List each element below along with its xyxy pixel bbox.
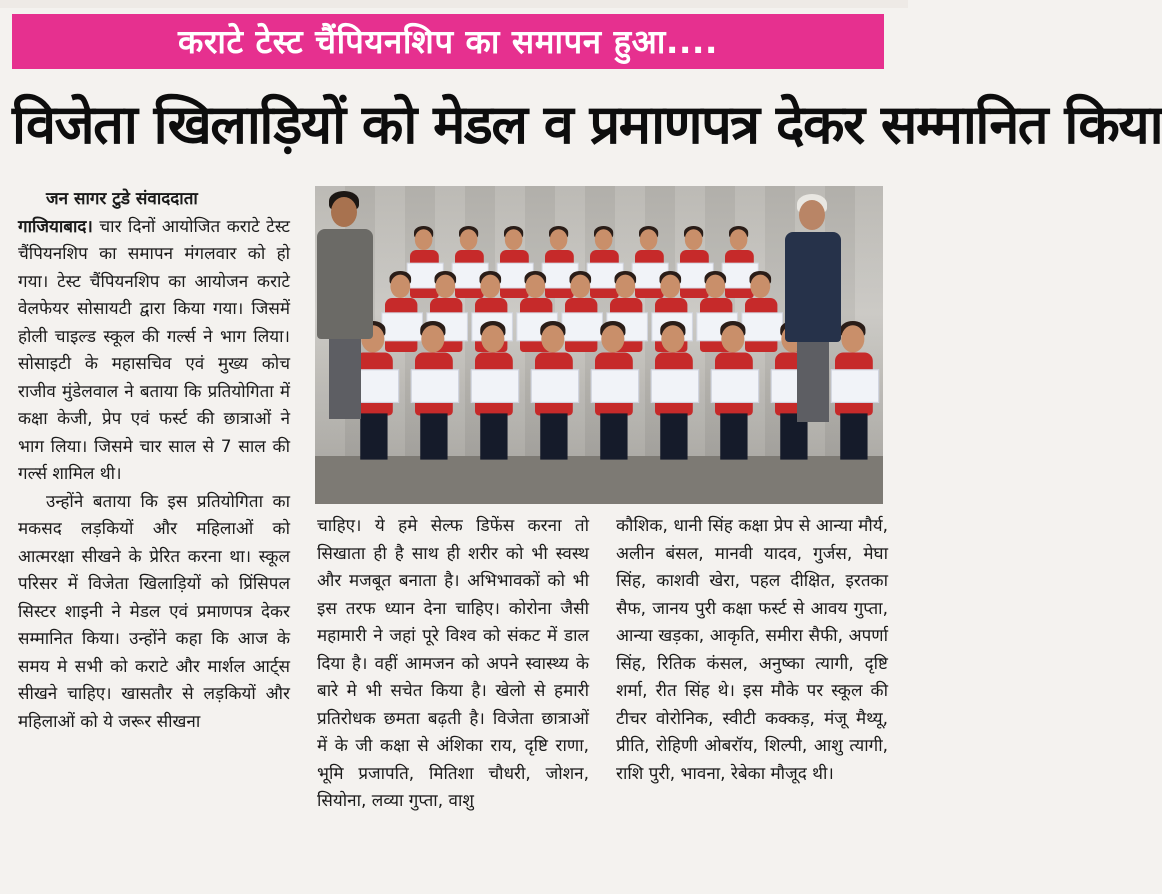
- paragraph: कौशिक, धानी सिंह कक्षा प्रेप से आन्या मौर्य, अलीन बंसल, मानवी यादव, गुर्जस, मेघा सिंह, काशवी खेरा, पहल दीक्षित, इरतका सैफ, जानय पुरी कक्षा फर्स्ट से आवय गुप्ता, आन्या खड़का, आकृति, समीरा सैफी, अपर्णा सिंह, रितिक कंसल, अनुष्का त्यागी, दृष्टि शर्मा, रीत सिंह थे। इस मौके पर स्कूल की टीचर वोरोनिक, स्वीटी कक्कड़, मंजू मैथ्यू, प्रीति, रोहिणी ओबरॉय, शिल्पी, आशु त्यागी, राशि पुरी, भावना, रेबेका मौजूद थी।: [616, 516, 888, 784]
- paragraph: चाहिए। ये हमे सेल्फ डिफेंस करना तो सिखाता ही है साथ ही शरीर को भी स्वस्थ और मजबूत बनाता है। अभिभावकों को भी इस तरफ ध्यान देना चाहिए। कोरोना जैसी महामारी ने जहां पूरे विश्व को संकट में डाल दिया है। वहीं आमजन को अपने स्वास्थ्य के बारे मे भी सचेत किया है। खेलो से हमारी प्रतिरोधक छमता बढ़ती है। विजेता छात्राओं में के जी कक्षा से अंशिका राय, दृष्टि राणा, भूमि प्रजापति, मितिशा चौधरी, जोशन, सियोना, लव्या गुप्ता, वाशु: [317, 516, 589, 811]
- news-photo: [315, 186, 883, 504]
- lead-text: चार दिनों आयोजित कराटे टेस्ट चैंपियनशिप का समापन मंगलवार को हो गया। टेस्ट चैंपियनशिप का आयोजन कराटे वेलफेयर सोसायटी द्वारा किया गया। जिसमें होली चाइल्ड स्कूल की गर्ल्स ने भाग लिया। सोसाइटी के महासचिव एवं मुख्य कोच राजीव मुंडेलवाल ने बताया कि प्रतियोगिता में कक्षा केजी, प्रेप एवं फर्स्ट की छात्राओं ने भाग लिया। जिसमे चार साल से 7 साल की गर्ल्स शामिल थी।: [18, 216, 290, 484]
- previous-page-strip: [0, 0, 908, 8]
- lead-paragraph: [18, 214, 290, 489]
- article-column-2: [317, 513, 589, 816]
- photo-ground: [315, 456, 883, 504]
- article-column-3: [616, 513, 888, 788]
- headline: विजेता खिलाड़ियों को मेडल व प्रमाणपत्र देकर सम्मानित किया: [12, 93, 1162, 156]
- section-banner: कराटे टेस्ट चैंपियनशिप का समापन हुआ....: [12, 14, 884, 69]
- byline: जन सागर टुडे संवाददाता: [46, 189, 198, 209]
- article-column-1: [18, 186, 290, 736]
- dateline: गाजियाबाद।: [18, 216, 93, 237]
- paragraph: उन्होंने बताया कि इस प्रतियोगिता का मकसद लड़कियों और महिलाओं को आत्मरक्षा सीखने के प्रेरित करना था। स्कूल परिसर में विजेता खिलाड़ियों को प्रिंसिपल सिस्टर शाइनी ने मेडल एवं प्रमाणपत्र देकर सम्मानित किया। उन्होंने कहा कि आज के समय मे सभी को कराटे और मार्शल आर्ट्स सीखने चाहिए। खासतौर से लड़कियों और महिलाओं को ये जरूर सीखना: [18, 491, 290, 732]
